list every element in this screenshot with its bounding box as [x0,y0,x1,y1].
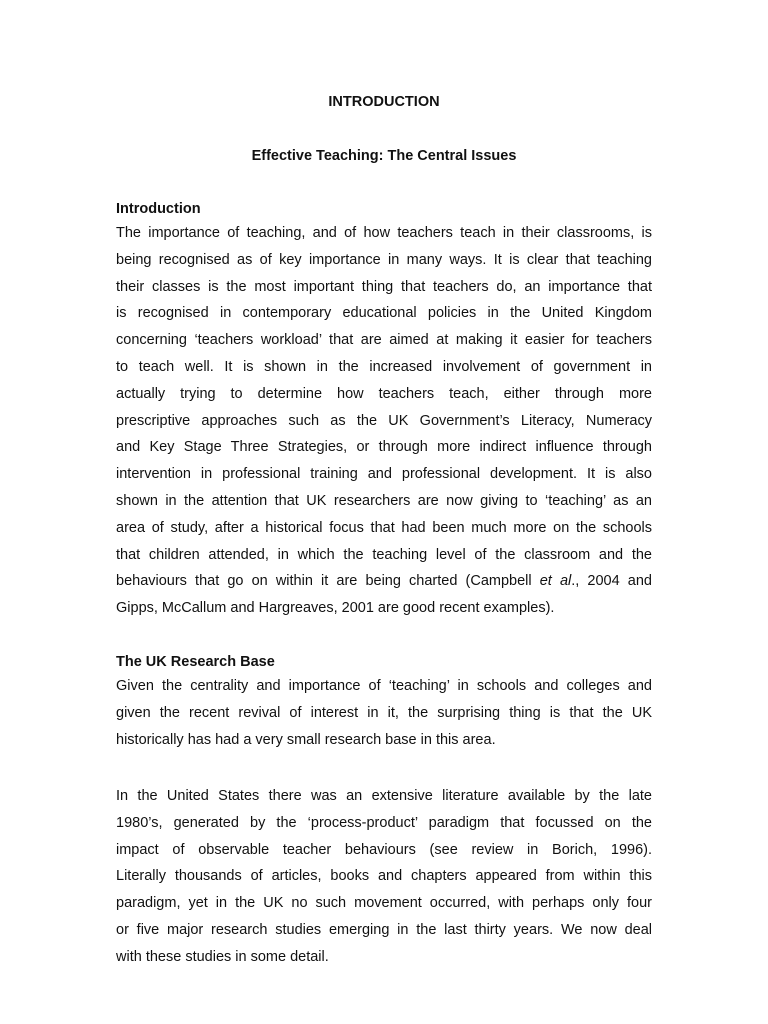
paragraph-line: 1980’s, generated by the ‘process-product’ paradigm that focussed on the [116,814,652,831]
paragraph-line: paradigm, yet in the UK no such movement occurred, with perhaps only four [116,895,652,912]
paragraph-line: historically has had a very small research base in this area. [116,731,496,748]
section-introduction [116,199,652,622]
paragraph-line: In the United States there was an extensive literature available by the late [116,788,652,804]
paragraph-line: is recognised in contemporary educational policies in the United Kingdom [116,305,652,322]
paragraph-line: intervention in professional training and professional development. It is also [116,466,652,483]
paragraph-line: The importance of teaching, and of how teachers teach in their classrooms, is [116,225,652,241]
page-subtitle: Effective Teaching: The Central Issues [251,148,517,164]
paragraph-line: shown in the attention that UK researchers are now giving to ‘teaching’ as an [116,492,652,509]
paragraph-line: their classes is the most important thing that teachers do, an importance that [116,278,652,295]
paragraph-line: being recognised as of key importance in many ways. It is clear that teaching [116,251,652,268]
paragraph-line: that children attended, in which the teaching level of the classroom and the [116,546,652,563]
paragraph-line-citation [116,568,652,595]
paragraph-line: area of study, after a historical focus that had been much more on the schools [116,519,652,536]
paragraph-line: Gipps, McCallum and Hargreaves, 2001 are good recent examples). [116,600,555,617]
paragraph-line: with these studies in some detail. [116,948,329,965]
citation-text-before: behaviours that go on within it are being charted (Campbell [116,573,540,590]
uk-research-base-paragraph [116,673,652,753]
page-title: INTRODUCTION [328,94,440,110]
citation-et-al: et al [539,573,572,590]
paragraph-line: impact of observable teacher behaviours (see review in Borich, 1996). [116,841,652,858]
paragraph-line: or five major research studies emerging in the last thirty years. We now deal [116,921,652,938]
paragraph-line: actually trying to determine how teachers teach, either through more [116,385,652,402]
paragraph-line: concerning ‘teachers workload’ that are aimed at making it easier for teachers [116,332,652,349]
paragraph-line: Literally thousands of articles, books and chapters appeared from within this [116,868,652,885]
introduction-paragraph [116,220,652,622]
paragraph-line: prescriptive approaches such as the UK Government’s Literacy, Numeracy [116,412,652,429]
paragraph-line: Given the centrality and importance of ‘teaching’ in schools and colleges and [116,678,652,694]
citation-text-after: ., 2004 and [571,573,652,590]
paragraph-line: given the recent revival of interest in it, the surprising thing is that the UK [116,704,652,721]
section-heading-uk-research-base: The UK Research Base [116,654,275,670]
section-us-literature [116,783,652,971]
section-heading-introduction: Introduction [116,201,201,217]
paragraph-line: and Key Stage Three Strategies, or through more indirect influence through [116,439,652,456]
us-literature-paragraph [116,783,652,971]
paragraph-line: to teach well. It is shown in the increased involvement of government in [116,358,652,375]
section-uk-research-base [116,652,652,753]
